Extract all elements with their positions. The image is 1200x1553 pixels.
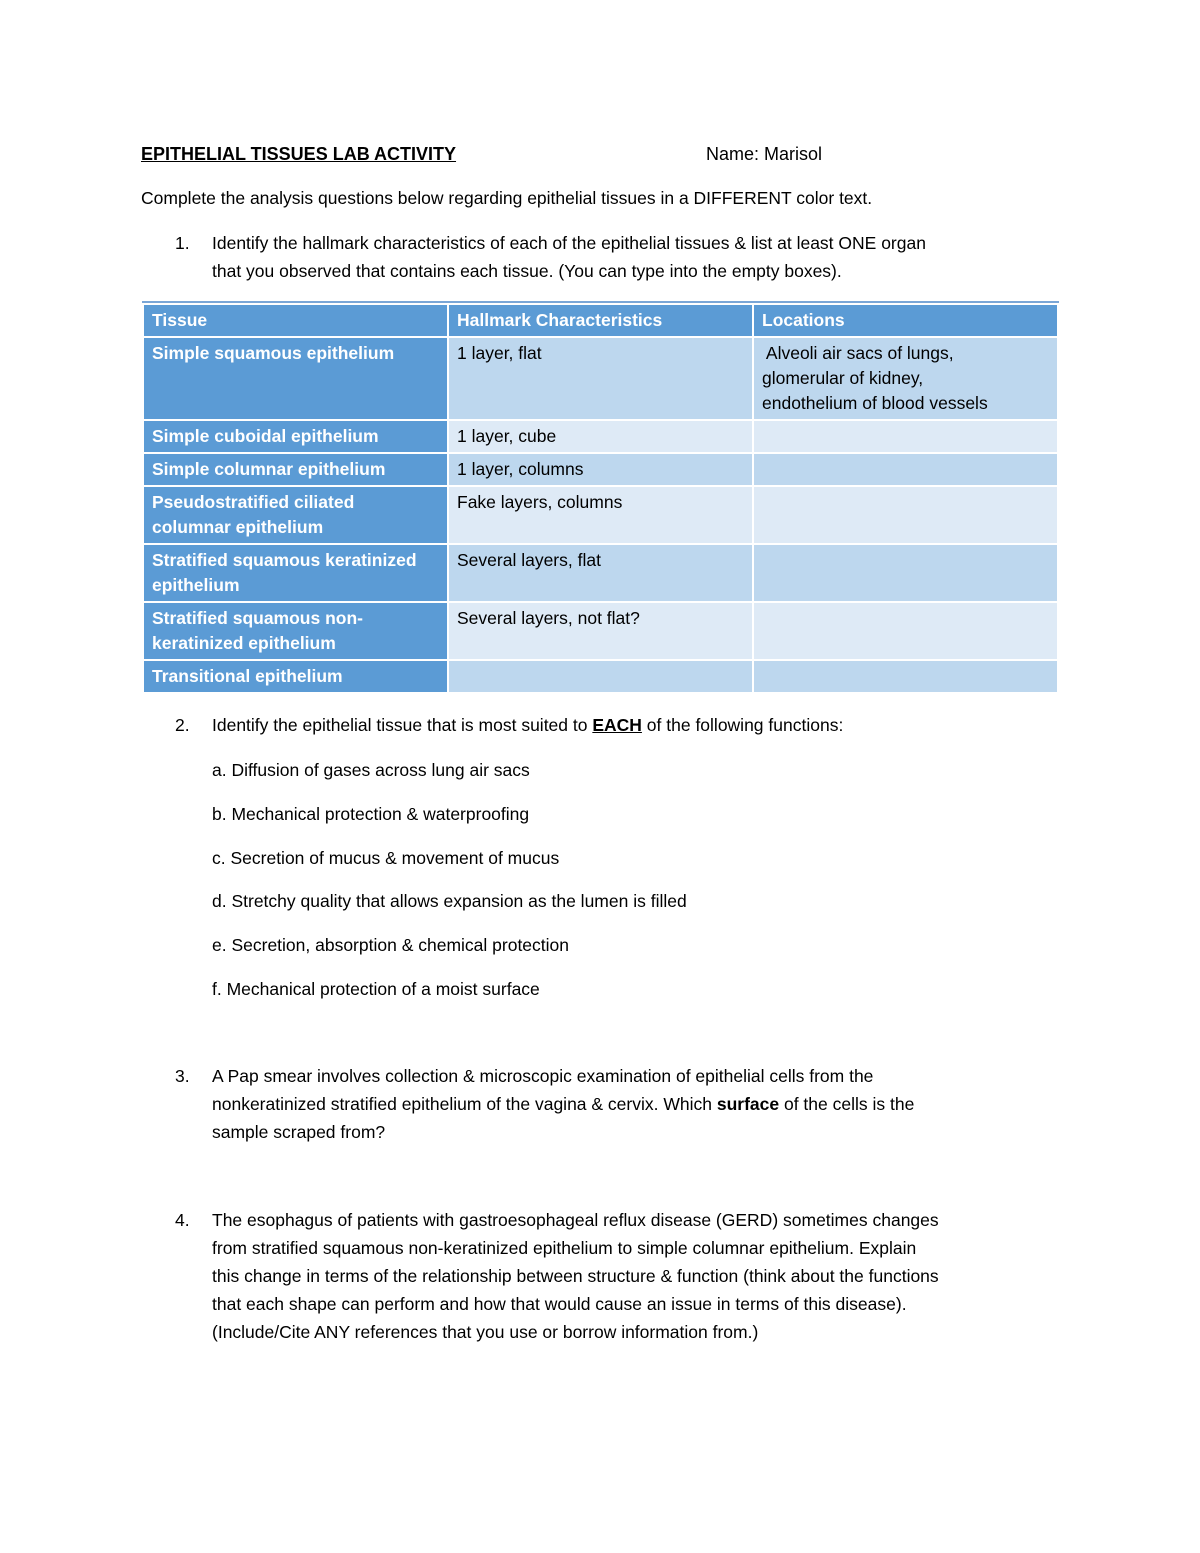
q2-item-d: d. Stretchy quality that allows expansion as the lumen is filled [212, 891, 687, 911]
hallmark-cell[interactable]: 1 layer, flat [449, 338, 752, 419]
locations-cell[interactable] [754, 454, 1057, 485]
hallmark-cell[interactable]: 1 layer, columns [449, 454, 752, 485]
tissue-cell: Transitional epithelium [144, 661, 447, 692]
hallmark-cell[interactable]: Several layers, not flat? [449, 603, 752, 659]
locations-cell[interactable]: Alveoli air sacs of lungs, glomerular of kidney, endothelium of blood vessels [754, 338, 1057, 419]
tissue-cell: Simple cuboidal epithelium [144, 421, 447, 452]
q1-line-1: Identify the hallmark characteristics of each of the epithelial tissues & list at least ONE organ [212, 233, 926, 253]
hallmark-cell[interactable]: 1 layer, cube [449, 421, 752, 452]
table-header-row [144, 305, 1057, 336]
tissue-cell: Simple squamous epithelium [144, 338, 447, 419]
header-hallmark: Hallmark Characteristics [449, 305, 752, 336]
locations-cell[interactable] [754, 545, 1057, 601]
hallmark-cell[interactable]: Fake layers, columns [449, 487, 752, 543]
hallmark-cell[interactable]: Several layers, flat [449, 545, 752, 601]
q2-item-c: c. Secretion of mucus & movement of mucus [212, 848, 560, 868]
locations-cell[interactable] [754, 487, 1057, 543]
tissue-cell: Pseudostratified ciliated columnar epithelium [144, 487, 447, 543]
q1-line-2: that you observed that contains each tissue. (You can type into the empty boxes). [212, 261, 842, 281]
q3-text: A Pap smear involves collection & microscopic examination of epithelial cells from the nonkeratinized stratified epithelium of the vagina & cervix. Which surface of the cells is the sample scraped from? [212, 1066, 915, 1142]
locations-cell[interactable] [754, 421, 1057, 452]
epithelial-tissue-table [142, 301, 1059, 694]
q2-item-f: f. Mechanical protection of a moist surface [212, 979, 540, 999]
q3-number: 3. [175, 1066, 190, 1086]
tissue-cell: Stratified squamous non- keratinized epithelium [144, 603, 447, 659]
table-row [144, 338, 1057, 419]
table-row [144, 487, 1057, 543]
q3-emphasis: surface [716, 1094, 780, 1114]
q2-number: 2. [175, 715, 190, 735]
table-row [144, 545, 1057, 601]
hallmark-cell[interactable] [449, 661, 752, 692]
q1-text [212, 229, 926, 285]
tissue-cell: Stratified squamous keratinized epithelium [144, 545, 447, 601]
table-row [144, 603, 1057, 659]
tissue-cell: Simple columnar epithelium [144, 454, 447, 485]
q4-text: The esophagus of patients with gastroesophageal reflux disease (GERD) sometimes changes from stratified squamous non-keratinized epithelium to simple columnar epithelium. Explain this change in terms of the relationship between structure & function (think about the functions that each shape can perform and how that would cause an issue in terms of this disease). (Include/Cite ANY references that you use or borrow information from.) [212, 1210, 939, 1342]
q2-item-b: b. Mechanical protection & waterproofing [212, 804, 530, 824]
locations-cell[interactable] [754, 603, 1057, 659]
q2-item-a: a. Diffusion of gases across lung air sacs [212, 760, 530, 780]
header-locations: Locations [754, 305, 1057, 336]
table-row [144, 421, 1057, 452]
q4-number: 4. [175, 1210, 190, 1230]
q1-number: 1. [175, 233, 190, 253]
locations-cell[interactable] [754, 661, 1057, 692]
q2-emphasis: EACH [592, 715, 642, 735]
instructions: Complete the analysis questions below regarding epithelial tissues in a DIFFERENT color text. [141, 188, 873, 208]
student-name: Name: Marisol [706, 144, 823, 164]
table-row [144, 661, 1057, 692]
q2-item-e: e. Secretion, absorption & chemical protection [212, 935, 569, 955]
header-tissue: Tissue [144, 305, 447, 336]
q2-text: Identify the epithelial tissue that is most suited to EACH of the following functions: [212, 715, 844, 735]
table-row [144, 454, 1057, 485]
document-title: EPITHELIAL TISSUES LAB ACTIVITY [141, 144, 457, 164]
